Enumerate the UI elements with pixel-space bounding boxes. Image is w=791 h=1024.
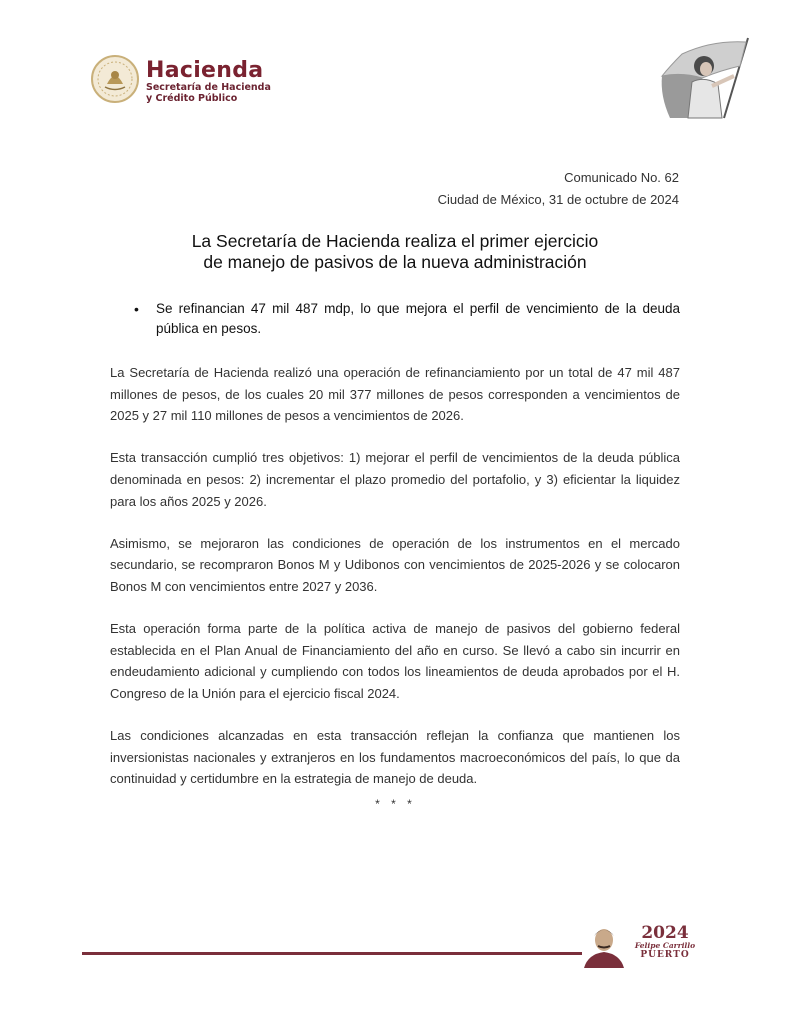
footer-logo bbox=[580, 922, 700, 972]
headline-line1: La Secretaría de Hacienda realiza el primer ejercicio bbox=[191, 231, 599, 251]
footer-year: 2024 bbox=[641, 923, 689, 943]
headline bbox=[110, 231, 680, 273]
flag-woman-illustration-icon bbox=[652, 36, 756, 120]
header-meta bbox=[438, 167, 679, 211]
paragraph: Esta operación forma parte de la política activa de manejo de pasivos del gobierno federal establecida en el Plan Anual de Financiamiento del año en curso. Se llevó a cabo sin incurrir en endeudamiento adicional y cumpliendo con todos los lineamientos de deuda aprobados por el H. Congreso de la Unión para el ejercicio fiscal 2024. bbox=[110, 621, 680, 701]
bullet-text: Se refinancian 47 mil 487 mdp, lo que mejora el perfil de vencimiento de la deuda pública en pesos. bbox=[156, 301, 680, 336]
footer-divider bbox=[82, 952, 582, 955]
paragraph: La Secretaría de Hacienda realizó una operación de refinanciamiento por un total de 47 mil 487 millones de pesos, de los cuales 20 mil 377 millones de pesos corresponden a vencimientos de 2025 y 27 mil 110 millones de pesos a vencimientos de 2026. bbox=[110, 365, 680, 424]
bullet-dot-icon: • bbox=[134, 301, 139, 317]
paragraph: Esta transacción cumplió tres objetivos: 1) mejorar el perfil de vencimientos de la deuda pública denominada en pesos: 2) incrementar el plazo promedio del portafolio, y 3) eficientar la liquidez para los años 2025 y 2026. bbox=[110, 450, 680, 509]
paragraph: Asimismo, se mejoraron las condiciones de operación de los instrumentos en el mercado secundario, se recompraron Bonos M y Udibonos con vencimientos de 2025-2026 y se colocaron Bonos M con vencimientos entre 2027 y 2036. bbox=[110, 535, 680, 594]
key-point-bullet bbox=[134, 299, 680, 339]
logo-text bbox=[146, 60, 271, 104]
headline-line2: de manejo de pasivos de la nueva administración bbox=[203, 252, 587, 272]
coat-of-arms-seal-icon bbox=[90, 54, 140, 104]
body-text bbox=[110, 362, 680, 810]
footer-name: Felipe Carrillo bbox=[634, 941, 696, 950]
end-separator: * * * bbox=[375, 797, 416, 811]
felipe-carrillo-portrait-icon bbox=[580, 922, 628, 970]
logo-title: Hacienda bbox=[146, 58, 264, 83]
footer-surname: PUERTO bbox=[640, 950, 690, 960]
paragraph: Las condiciones alcanzadas en esta transacción reflejan la confianza que mantienen los inversionistas nacionales y extranjeros en los fundamentos macroeconómicos del país, lo que da continuidad y certidumbre en la estrategia de manejo de deuda. bbox=[110, 728, 680, 787]
footer-text bbox=[632, 924, 698, 960]
logo-subtitle-line1: Secretaría de Hacienda bbox=[146, 82, 271, 93]
place-date: Ciudad de México, 31 de octubre de 2024 bbox=[437, 192, 679, 207]
communique-number: Comunicado No. 62 bbox=[564, 170, 679, 185]
logo-subtitle-line2: y Crédito Público bbox=[146, 93, 238, 104]
hacienda-logo bbox=[90, 52, 290, 108]
